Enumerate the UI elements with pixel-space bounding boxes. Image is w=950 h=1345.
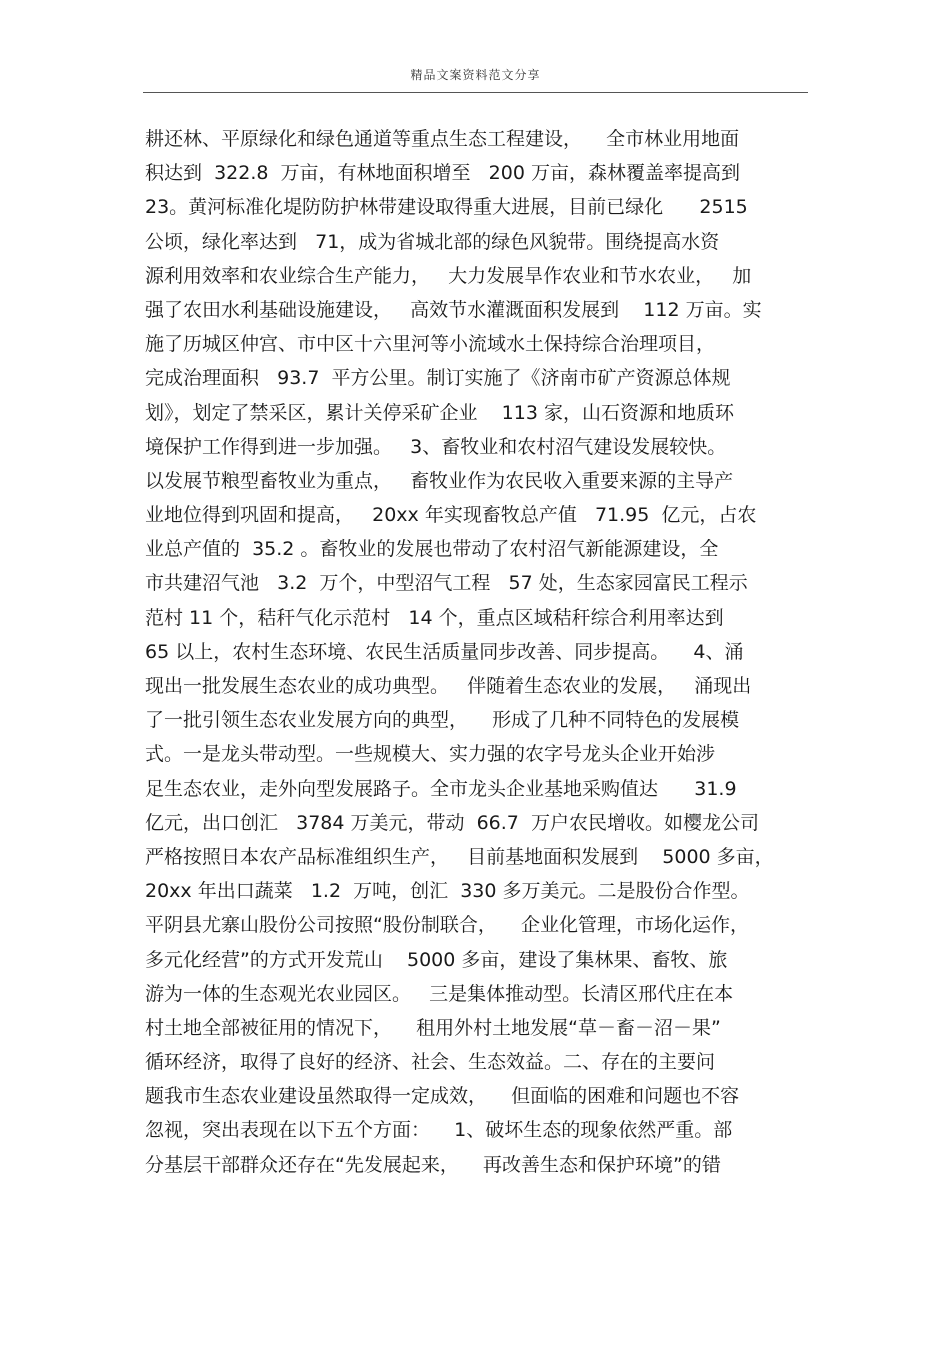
text-line: 式。一是龙头带动型。一些规模大、实力强的农字号龙头企业开始涉 (145, 743, 716, 766)
text-line: 分基层干部群众还存在“先发展起来， 再改善生态和保护环境”的错 (145, 1153, 721, 1176)
text-line: 了一批引领生态农业发展方向的典型， 形成了几种不同特色的发展模 (145, 709, 740, 732)
text-line: 范村 11 个，秸秆气化示范村 14 个，重点区域秸秆综合利用率达到 (145, 606, 724, 629)
text-line: 循环经济，取得了良好的经济、社会、生态效益。二、存在的主要问 (145, 1051, 716, 1074)
text-line: 积达到 322.8 万亩，有林地面积增至 200 万亩，森林覆盖率提高到 (145, 162, 740, 185)
text-line: 现出一批发展生态农业的成功典型。 伴随着生态农业的发展， 涌现出 (145, 675, 752, 697)
text-line: 65 以上，农村生态环境、农民生活质量同步改善、同步提高。 4、涌 (145, 640, 744, 663)
text-line: 完成治理面积 93.7 平方公里。制订实施了《济南市矿产资源总体规 (145, 367, 731, 390)
text-line: 业地位得到巩固和提高， 20xx 年实现畜牧总产值 71.95 亿元，占农 (145, 504, 757, 527)
text-line: 严格按照日本农产品标准组织生产， 目前基地面积发展到 5000 多亩， (145, 845, 774, 868)
text-line: 施了历城区仲宫、市中区十六里河等小流域水土保持综合治理项目， (145, 333, 716, 356)
text-line: 市共建沼气池 3.2 万个，中型沼气工程 57 处，生态家园富民工程示 (145, 572, 748, 595)
text-line: 亿元，出口创汇 3784 万美元，带动 66.7 万户农民增收。如樱龙公司 (145, 811, 759, 834)
page-header: 精品文案资料范文分享 (410, 68, 541, 82)
text-line: 以发展节粮型畜牧业为重点， 畜牧业作为农民收入重要来源的主导产 (145, 469, 734, 492)
text-line: 游为一体的生态观光农业园区。 三是集体推动型。长清区邢代庄在本 (145, 982, 734, 1005)
text-line: 多元化经营”的方式开发荒山 5000 多亩，建设了集林果、畜牧、旅 (145, 948, 728, 971)
text-line: 业总产值的 35.2 。畜牧业的发展也带动了农村沼气新能源建设，全 (145, 538, 719, 561)
text-line: 村土地全部被征用的情况下， 租用外村土地发展“草－畜－沼－果” (145, 1016, 721, 1039)
text-line: 23。黄河标准化堤防防护林带建设取得重大进展，目前已绿化 2515 (145, 196, 748, 219)
text-line: 源利用效率和农业综合生产能力， 大力发展旱作农业和节水农业， 加 (145, 264, 752, 287)
text-line: 境保护工作得到进一步加强。 3、畜牧业和农村沼气建设发展较快。 (145, 435, 727, 458)
text-line: 题我市生态农业建设虽然取得一定成效， 但面临的困难和问题也不容 (145, 1085, 740, 1108)
body-text (145, 122, 815, 1182)
text-line: 忽视，突出表现在以下五个方面： 1、破坏生态的现象依然严重。部 (145, 1119, 733, 1142)
header-divider (143, 92, 808, 93)
text-line: 平阴县尤寨山股份公司按照“股份制联合， 企业化管理，市场化运作， (145, 914, 750, 937)
text-line: 公顷，绿化率达到 71，成为省城北部的绿色风貌带。围绕提高水资 (145, 230, 720, 253)
text-line: 20xx 年出口蔬菜 1.2 万吨，创汇 330 多万美元。二是股份合作型。 (145, 880, 750, 903)
text-line: 足生态农业，走外向型发展路子。全市龙头企业基地采购值达 31.9 (145, 777, 737, 800)
text-line: 强了农田水利基础设施建设， 高效节水灌溉面积发展到 112 万亩。实 (145, 298, 762, 321)
text-line: 耕还林、平原绿化和绿色通道等重点生态工程建设， 全市林业用地面 (145, 128, 740, 150)
text-line: 划》，划定了禁采区，累计关停采矿企业 113 家，山石资源和地质环 (145, 401, 734, 424)
